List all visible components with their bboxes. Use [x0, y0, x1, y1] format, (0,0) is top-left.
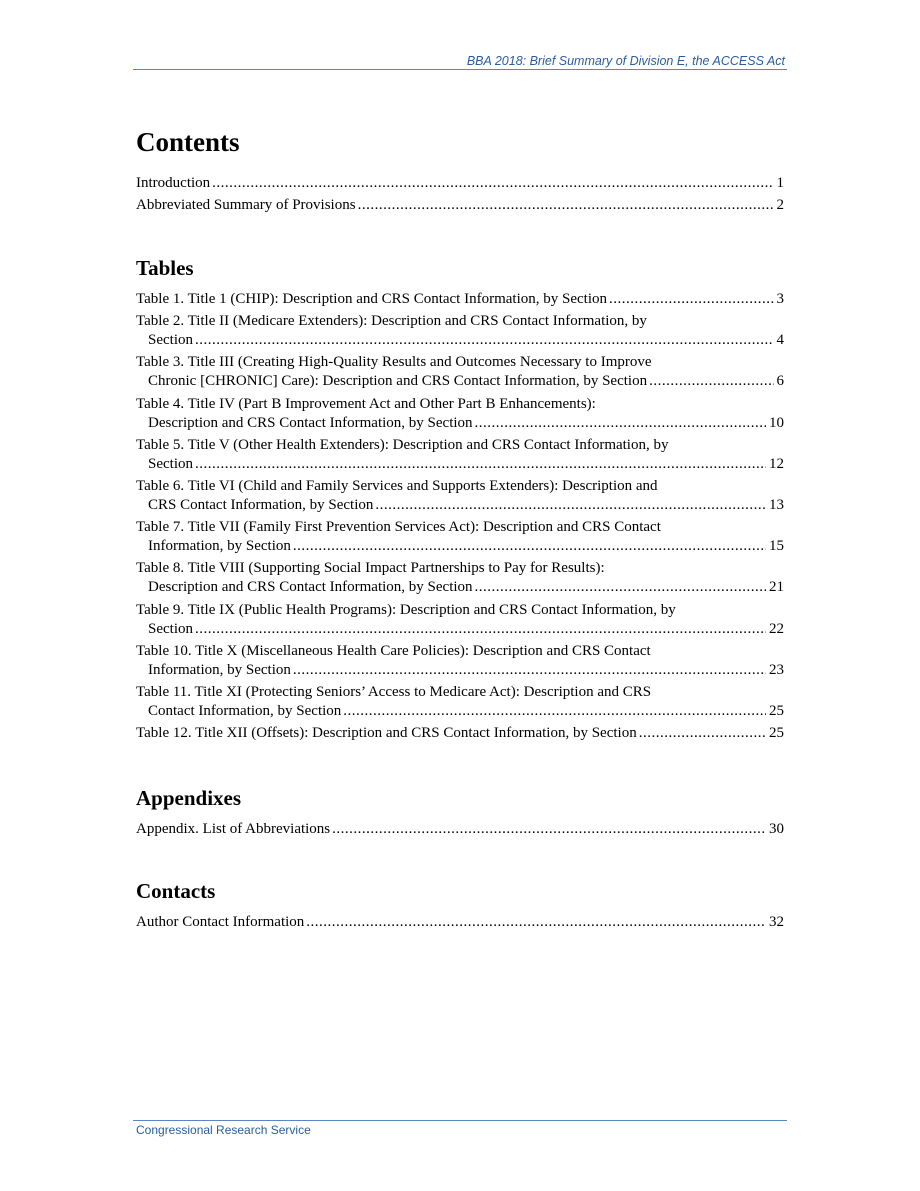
- toc-entry-table-6[interactable]: Table 6. Title VI (Child and Family Services and Supports Extenders): Description and CRS Contact Information, by Section ..... 13: [136, 477, 784, 515]
- tables-list: [136, 290, 784, 746]
- contacts-list: [136, 913, 784, 935]
- toc-entry-table-5[interactable]: Table 5. Title V (Other Health Extenders): Description and CRS Contact Information, by Section ..... 12: [136, 436, 784, 474]
- toc-entry-table-12[interactable]: Table 12. Title XII (Offsets): Description and CRS Contact Information, by Section ..... 25: [136, 724, 784, 743]
- appendixes-heading: Appendixes: [136, 786, 242, 810]
- toc-entry-title: Introduction: [136, 175, 211, 191]
- toc-entry-table-7[interactable]: Table 7. Title VII (Family First Prevention Services Act): Description and CRS Contact Information, by Section ..... 15: [136, 518, 784, 556]
- toc-entry-page: 1: [774, 174, 785, 193]
- toc-entry-author-contact[interactable]: Author Contact Information ..... 32: [136, 913, 784, 932]
- toc-entry-introduction[interactable]: [136, 174, 784, 193]
- contents-heading: Contents: [136, 127, 240, 157]
- appendixes-list: [136, 820, 784, 842]
- toc-entry-page: 2: [774, 196, 785, 215]
- toc-entry-title: Abbreviated Summary of Provisions: [136, 197, 356, 214]
- toc-entry-table-2[interactable]: Table 2. Title II (Medicare Extenders): Description and CRS Contact Information, by Section ..... 4: [136, 312, 784, 350]
- footer-organization: Congressional Research Service: [136, 1123, 311, 1137]
- toc-entry-table-8[interactable]: Table 8. Title VIII (Supporting Social Impact Partnerships to Pay for Results): Description and CRS Contact Information, by Section ..... 21: [136, 559, 784, 597]
- toc-entry-abbreviated-summary[interactable]: [136, 196, 784, 215]
- footer-divider: [133, 1120, 787, 1121]
- header-divider: [133, 69, 787, 70]
- running-header: BBA 2018: Brief Summary of Division E, the ACCESS Act: [466, 54, 785, 68]
- contents-list: [136, 174, 784, 218]
- tables-heading: Tables: [136, 256, 194, 280]
- toc-entry-table-9[interactable]: Table 9. Title IX (Public Health Programs): Description and CRS Contact Information, by Section ..... 22: [136, 601, 784, 639]
- toc-entry-table-10[interactable]: Table 10. Title X (Miscellaneous Health Care Policies): Description and CRS Contact Information, by Section ..... 23: [136, 642, 784, 680]
- toc-entry-table-4[interactable]: Table 4. Title IV (Part B Improvement Act and Other Part B Enhancements): Description and CRS Contact Information, by Section ..... 10: [136, 395, 784, 433]
- toc-entry-appendix[interactable]: Appendix. List of Abbreviations ..... 30: [136, 820, 784, 839]
- toc-entry-table-11[interactable]: Table 11. Title XI (Protecting Seniors’ Access to Medicare Act): Description and CRS Contact Information, by Section ..... 25: [136, 683, 784, 721]
- contacts-heading: Contacts: [136, 879, 216, 903]
- toc-entry-table-3[interactable]: Table 3. Title III (Creating High-Quality Results and Outcomes Necessary to Improve Chronic [CHRONIC] Care): Description and CRS Contact Information, by Section ..... 6: [136, 353, 784, 391]
- toc-entry-table-1[interactable]: Table 1. Title 1 (CHIP): Description and CRS Contact Information, by Section ..... 3: [136, 290, 784, 309]
